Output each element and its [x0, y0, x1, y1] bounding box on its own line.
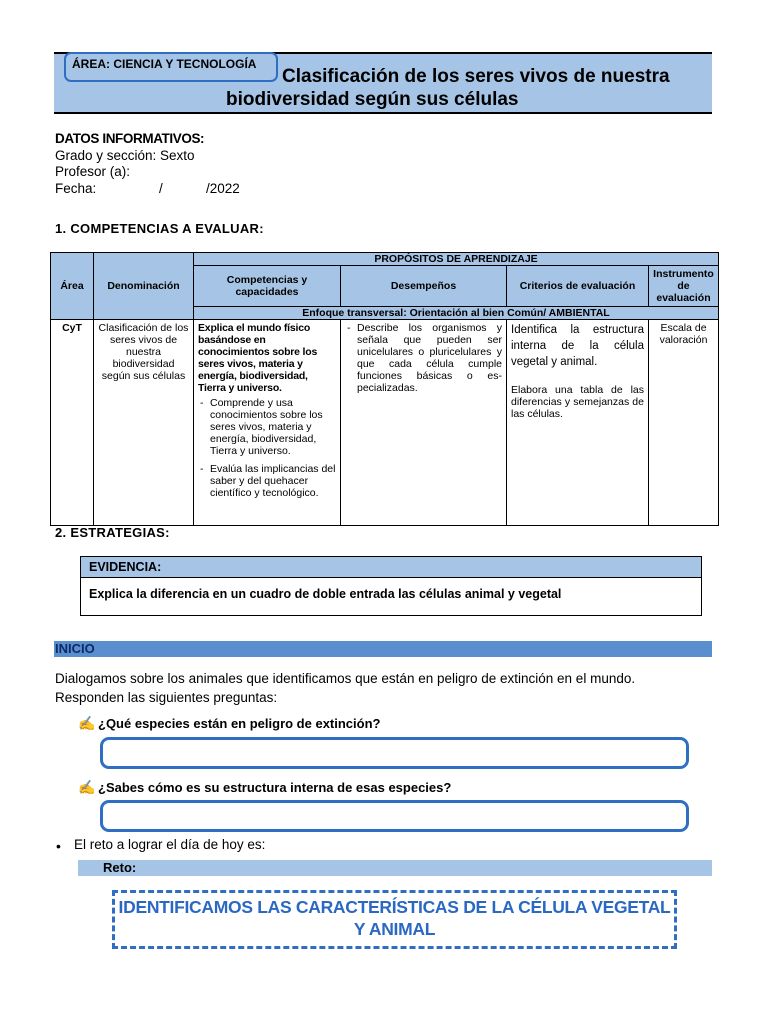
competencia-text: Explica el mundo físico basándose en conocimientos sobre los seres vivos, materia y energía, biodiversidad, Tierra y universo.	[198, 322, 318, 394]
desempeno-item: - Describe los organismos y señala que pueden ser unicelulares o pluricelulares y que cada célula cumple funciones básicas o es-pecializadas.	[357, 322, 502, 394]
inicio-instruction: Responden las siguientes preguntas:	[55, 690, 278, 705]
reto-line2: Y ANIMAL	[353, 919, 436, 939]
page-title-line2: biodiversidad según sus células	[226, 89, 519, 110]
th-propositos: PROPÓSITOS DE APRENDIZAJE	[194, 253, 719, 266]
th-area: Área	[51, 253, 94, 320]
capacidades-list	[198, 397, 336, 499]
cell-criterios	[507, 320, 649, 526]
cell-desempenos	[341, 320, 507, 526]
criterio-1: Identifica la estructura interna de la célula vegetal y animal.	[511, 324, 644, 368]
reto-line1: IDENTIFICAMOS LAS CARACTERÍSTICAS DE LA CÉLULA VEGETAL	[118, 897, 671, 917]
answer-input-2[interactable]	[100, 800, 689, 832]
bullet-icon: •	[56, 838, 61, 854]
section-competencias: 1. COMPETENCIAS A EVALUAR:	[55, 221, 264, 236]
inicio-bar	[54, 641, 712, 657]
evidencia-title: EVIDENCIA:	[89, 560, 162, 574]
evidencia-header	[81, 557, 701, 578]
capacidad-item: - Evalúa las implicancias del saber y del quehacer científico y tecnológico.	[210, 463, 336, 499]
evidencia-text: Explica la diferencia en un cuadro de doble entrada las células animal y vegetal	[89, 587, 562, 601]
fecha-label: Fecha:	[55, 181, 97, 196]
question-1: ¿Qué especies están en peligro de extinción?	[98, 716, 381, 731]
grado-line: Grado y sección: Sexto	[55, 148, 195, 163]
pencil-icon: ✍	[78, 779, 96, 795]
th-instrumento: Instrumento de evaluación	[649, 266, 719, 307]
section-estrategias: 2. ESTRATEGIAS:	[55, 525, 170, 540]
reto-label: Reto:	[103, 860, 137, 875]
pencil-icon: ✍	[78, 715, 96, 731]
answer-input-1[interactable]	[100, 737, 689, 769]
table-row	[51, 320, 719, 526]
th-criterios: Criterios de evaluación	[507, 266, 649, 307]
th-competencias: Competencias y capacidades	[194, 266, 341, 307]
inicio-label: INICIO	[55, 641, 95, 656]
th-enfoque: Enfoque transversal: Orientación al bien Común/ AMBIENTAL	[194, 307, 719, 320]
cell-denominacion: Clasificación de los seres vivos de nuestra biodiversidad según sus células	[94, 320, 194, 526]
cell-instrumento: Escala de valoración	[649, 320, 719, 526]
page-title-line1: Clasificación de los seres vivos de nuestra	[282, 66, 670, 87]
datos-heading: DATOS INFORMATIVOS:	[55, 131, 205, 146]
cell-area: CyT	[51, 320, 94, 526]
reto-bar	[78, 860, 712, 876]
th-denominacion: Denominación	[94, 253, 194, 320]
area-label: ÁREA: CIENCIA Y TECNOLOGÍA	[72, 57, 257, 71]
fecha-sep1: /	[159, 181, 163, 196]
question-2: ¿Sabes cómo es su estructura interna de esas especies?	[98, 780, 452, 795]
capacidad-item: - Comprende y usa conocimientos sobre los seres vivos, materia y energía, biodiversidad, Tierra y universo.	[210, 397, 336, 457]
reto-intro: El reto a lograr el día de hoy es:	[74, 837, 266, 852]
reto-text	[112, 896, 677, 940]
competencias-table	[50, 252, 719, 526]
criterio-2: Elabora una tabla de las diferencias y semejanzas de las células.	[511, 384, 644, 420]
cell-competencias	[194, 320, 341, 526]
desempenos-list	[345, 322, 502, 394]
inicio-paragraph: Dialogamos sobre los animales que identificamos que están en peligro de extinción en el mundo.	[55, 671, 636, 686]
profesor-line: Profesor (a):	[55, 164, 131, 179]
fecha-year: /2022	[206, 181, 240, 196]
th-desempenos: Desempeños	[341, 266, 507, 307]
